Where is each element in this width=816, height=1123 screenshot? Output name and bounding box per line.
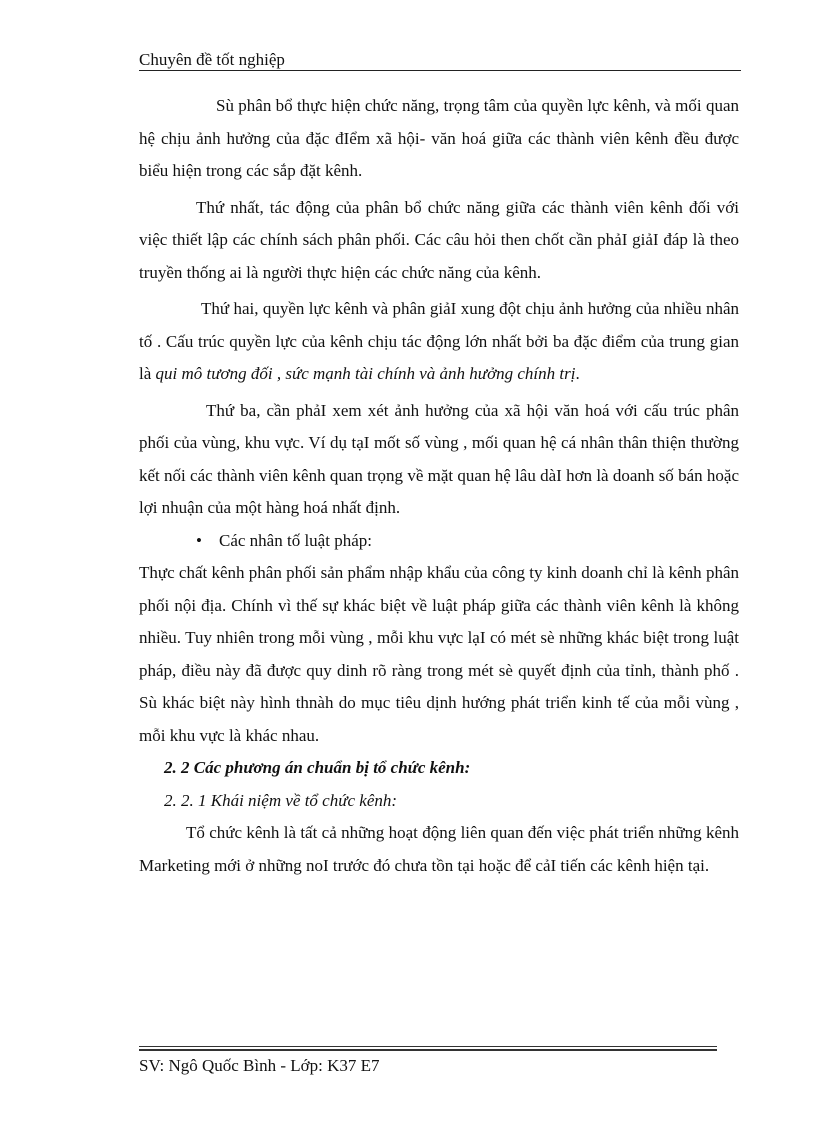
bullet-item [139, 525, 739, 558]
header-title: Chuyên đề tốt nghiệp [139, 50, 285, 69]
subsection-heading: 2. 2. 1 Khái niệm về tổ chức kênh: [164, 790, 398, 810]
paragraph-3-end: . [575, 364, 580, 383]
paragraph-3-italic: qui mô tương đối , sức mạnh tài chính và ảnh hưởng chính trị [155, 364, 576, 383]
bullet-dot-icon: • [196, 530, 202, 550]
paragraph-4: Thứ ba, cần phảI xem xét ảnh hưởng của xã hội văn hoá với cấu trúc phân phối của vùng, khu vực. Ví dụ tạI mốt số vùng , mối quan hệ cá nhân thân thiện thường kết nối các thành viên kênh quan trọng về mặt quan hệ lâu dàI hơn là doanh số bán hoặc lợi nhuận của một hàng hoá nhất định. [139, 400, 739, 517]
header-rule [139, 70, 741, 71]
paragraph-3-text: Thứ hai, quyền lực kênh và phân giảI xung đột chịu ảnh hưởng của nhiều nhân tố . Cấu trúc quyền lực của kênh chịu tác động lớn nhất bởi ba đặc điểm của trung gian là [139, 299, 739, 383]
footer-rule [139, 1046, 717, 1047]
paragraph-1: Sù phân bổ thực hiện chức năng, trọng tâm của quyền lực kênh, và mối quan hệ chịu ảnh hưởng của đặc đIểm xã hội- văn hoá giữa các thành viên kênh đều được biểu hiện trong các sắp đặt kênh. [139, 96, 739, 180]
footer-rule-thick [139, 1049, 717, 1051]
paragraph-6: Tổ chức kênh là tất cả những hoạt động liên quan đến việc phát triển những kênh Marketing mới ở những noI trước đó chưa tồn tại hoặc để cảI tiến các kênh hiện tại. [139, 823, 739, 875]
paragraph-5: Thực chất kênh phân phối sản phẩm nhập khẩu của công ty kinh doanh chỉ là kênh phân phối nội địa. Chính vì thế sự khác biệt về luật pháp giữa các thành viên kênh là không nhiều. Tuy nhiên trong mỗi vùng , mỗi khu vực lạI có mét sè những khác biệt trong luật pháp, điều này đã được quy dinh rõ ràng trong mét sè quyết định của tỉnh, thành phố . Sù khác biệt này hình thnàh do mục tiêu dịnh hướng phát triển kinh tế của mỗi vùng , mỗi khu vực là khác nhau. [139, 563, 739, 745]
page-body [139, 90, 739, 882]
section-heading: 2. 2 Các phương án chuẩn bị tổ chức kênh: [164, 758, 471, 777]
paragraph-2: Thứ nhất, tác động của phân bổ chức năng giữa các thành viên kênh đối với việc thiết lập các chính sách phân phối. Các câu hỏi then chốt cần phảI giảI đáp là theo truyền thống ai là người thực hiện các chức năng của kênh. [139, 197, 739, 282]
footer-text: SV: Ngô Quốc Bình - Lớp: K37 E7 [139, 1056, 380, 1075]
bullet-item-label: Các nhân tố luật pháp: [219, 530, 372, 550]
page-header [139, 50, 741, 70]
paragraph-3 [139, 293, 739, 391]
